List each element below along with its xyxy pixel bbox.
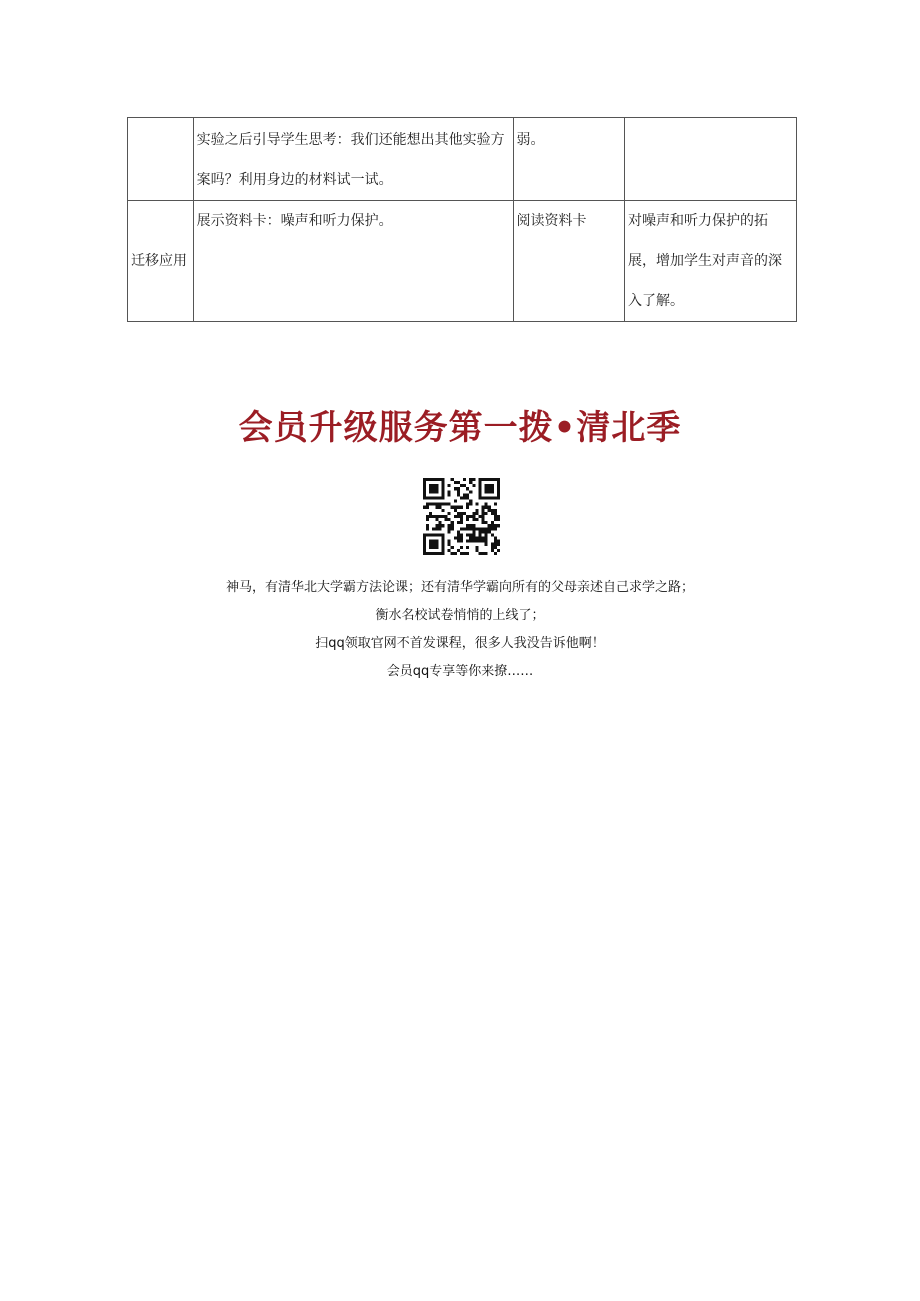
promo-text <box>0 574 920 686</box>
promo-line: 会员qq专享等你来撩…… <box>386 664 534 679</box>
promo-title <box>0 400 920 449</box>
promo-title-dot: • <box>553 408 577 448</box>
student-activity-cell: 弱。 <box>513 118 625 201</box>
promo-title-season: 清北季 <box>576 408 682 448</box>
table-row <box>128 118 797 201</box>
design-intent-cell: 对噪声和听力保护的拓展，增加学生对声音的深入了解。 <box>625 201 797 322</box>
table-row <box>128 201 797 322</box>
stage-cell <box>128 118 194 201</box>
teacher-activity-cell: 展示资料卡：噪声和听力保护。 <box>193 201 513 322</box>
promo-line: 衡水名校试卷悄悄的上线了； <box>375 608 545 623</box>
stage-cell: 迁移应用 <box>128 201 194 322</box>
promo-line: 神马，有清华北大学霸方法论课；还有清华学霸向所有的父母亲述自己求学之路； <box>225 580 694 595</box>
promo-line: 扫qq领取官网不首发课程，很多人我没告诉他啊！ <box>315 636 605 651</box>
qr-code-icon[interactable] <box>423 478 500 555</box>
promo-title-main: 会员升级服务第一拨 <box>238 408 554 448</box>
teacher-activity-cell: 实验之后引导学生思考：我们还能想出其他实验方案吗？利用身边的材料试一试。 <box>193 118 513 201</box>
lesson-table <box>127 117 797 322</box>
student-activity-cell: 阅读资料卡 <box>513 201 625 322</box>
design-intent-cell <box>625 118 797 201</box>
